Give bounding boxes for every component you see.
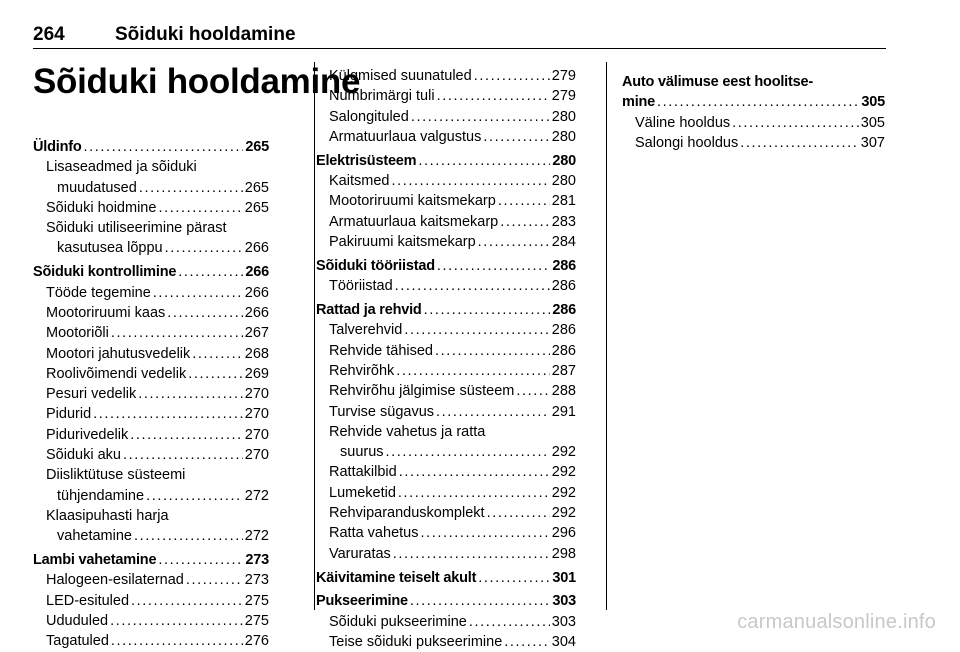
toc-section-line[interactable]: Auto välimuse eest hoolitse- — [622, 74, 813, 90]
header-rule — [33, 48, 886, 49]
toc-entry-line[interactable]: Sõiduki utiliseerimine pärast — [46, 220, 227, 237]
toc-entry[interactable]: Väline hooldus ..... 305 — [622, 113, 885, 133]
toc-entry[interactable]: Sõiduki pukseerimine ..... 303 — [316, 612, 576, 632]
toc-column-1 — [33, 137, 269, 652]
toc-entry[interactable]: Talverehvid ..... 286 — [316, 320, 576, 340]
toc-entry[interactable]: Ratta vahetus ..... 296 — [316, 523, 576, 543]
toc-entry[interactable]: Armatuurlaua valgustus ..... 280 — [316, 127, 576, 147]
running-title: Sõiduki hooldamine — [115, 24, 296, 45]
toc-section[interactable]: Sõiduki tööriistad ..... 286 — [316, 256, 576, 276]
toc-section[interactable]: Pukseerimine ..... 303 — [316, 591, 576, 611]
toc-entry[interactable]: Armatuurlaua kaitsmekarp ..... 283 — [316, 212, 576, 232]
toc-entry[interactable]: tühjendamine ..... 272 — [33, 486, 269, 506]
toc-entry[interactable]: Rehvirõhu jälgimise süsteem ..... 288 — [316, 381, 576, 401]
toc-entry[interactable]: Mootoriõli ..... 267 — [33, 323, 269, 343]
toc-entry[interactable]: Rehviparanduskomplekt ..... 292 — [316, 503, 576, 523]
toc-entry[interactable]: Pidurivedelik ..... 270 — [33, 425, 269, 445]
toc-entry[interactable]: Sõiduki aku ..... 270 — [33, 445, 269, 465]
toc-entry[interactable]: Roolivõimendi vedelik ..... 269 — [33, 364, 269, 384]
toc-column-2 — [316, 66, 576, 652]
toc-entry[interactable]: LED-esituled ..... 275 — [33, 591, 269, 611]
toc-entry[interactable]: Numbrimärgi tuli ..... 279 — [316, 86, 576, 106]
toc-entry-line[interactable]: Rehvide vahetus ja ratta — [329, 423, 486, 440]
toc-entry[interactable]: Tööde tegemine ..... 266 — [33, 283, 269, 303]
column-divider-1 — [314, 62, 315, 610]
toc-entry[interactable]: Rehvide tähised ..... 286 — [316, 341, 576, 361]
toc-entry[interactable]: Rehvirõhk ..... 287 — [316, 361, 576, 381]
toc-entry[interactable]: Varuratas ..... 298 — [316, 544, 576, 564]
watermark: carmanualsonline.info — [737, 611, 936, 633]
toc-entry[interactable]: kasutusea lõppu ..... 266 — [33, 238, 269, 258]
toc-entry[interactable]: Mootoriruumi kaas ..... 266 — [33, 303, 269, 323]
page-header — [33, 20, 885, 48]
toc-entry[interactable]: suurus ..... 292 — [316, 442, 576, 462]
toc-entry[interactable]: Salongi hooldus ..... 307 — [622, 133, 885, 153]
toc-entry-line[interactable]: Diisliktütuse süsteemi — [46, 467, 186, 484]
toc-section[interactable]: Lambi vahetamine ..... 273 — [33, 550, 269, 570]
toc-entry[interactable]: Kaitsmed ..... 280 — [316, 171, 576, 191]
toc-section[interactable]: Käivitamine teiselt akult ..... 301 — [316, 568, 576, 588]
toc-entry[interactable]: Salongituled ..... 280 — [316, 107, 576, 127]
toc-section[interactable]: Elektrisüsteem ..... 280 — [316, 151, 576, 171]
toc-entry[interactable]: Rattakilbid ..... 292 — [316, 462, 576, 482]
chapter-title: Sõiduki hooldamine — [33, 62, 361, 101]
toc-entry[interactable]: Sõiduki hoidmine ..... 265 — [33, 198, 269, 218]
toc-entry[interactable]: Pesuri vedelik ..... 270 — [33, 384, 269, 404]
toc-section[interactable]: Üldinfo ..... 265 — [33, 137, 269, 157]
toc-section[interactable]: mine ..... 305 — [622, 92, 885, 112]
page-number: 264 — [33, 24, 65, 45]
toc-entry[interactable]: vahetamine ..... 272 — [33, 526, 269, 546]
toc-entry[interactable]: Teise sõiduki pukseerimine ..... 304 — [316, 632, 576, 652]
toc-section[interactable]: Sõiduki kontrollimine ..... 266 — [33, 262, 269, 282]
toc-section[interactable]: Rattad ja rehvid ..... 286 — [316, 300, 576, 320]
toc-entry[interactable]: Tagatuled ..... 276 — [33, 631, 269, 651]
toc-entry[interactable]: Lumeketid ..... 292 — [316, 483, 576, 503]
toc-entry[interactable]: Pakiruumi kaitsmekarp ..... 284 — [316, 232, 576, 252]
toc-entry[interactable]: Turvise sügavus ..... 291 — [316, 402, 576, 422]
toc-column-3 — [622, 72, 885, 153]
toc-entry[interactable]: Pidurid ..... 270 — [33, 404, 269, 424]
toc-entry-line[interactable]: Klaasipuhasti harja — [46, 507, 169, 524]
toc-entry[interactable]: Halogeen-esilaternad ..... 273 — [33, 570, 269, 590]
toc-entry-line[interactable]: Lisaseadmed ja sõiduki — [46, 159, 197, 176]
toc-entry[interactable]: Tööriistad ..... 286 — [316, 276, 576, 296]
toc-entry[interactable]: muudatused ..... 265 — [33, 178, 269, 198]
column-divider-2 — [606, 62, 607, 610]
toc-entry[interactable]: Mootoriruumi kaitsmekarp ..... 281 — [316, 191, 576, 211]
toc-entry[interactable]: Ududuled ..... 275 — [33, 611, 269, 631]
toc-entry[interactable]: Mootori jahutusvedelik ..... 268 — [33, 344, 269, 364]
toc-entry[interactable]: Külgmised suunatuled ..... 279 — [316, 66, 576, 86]
